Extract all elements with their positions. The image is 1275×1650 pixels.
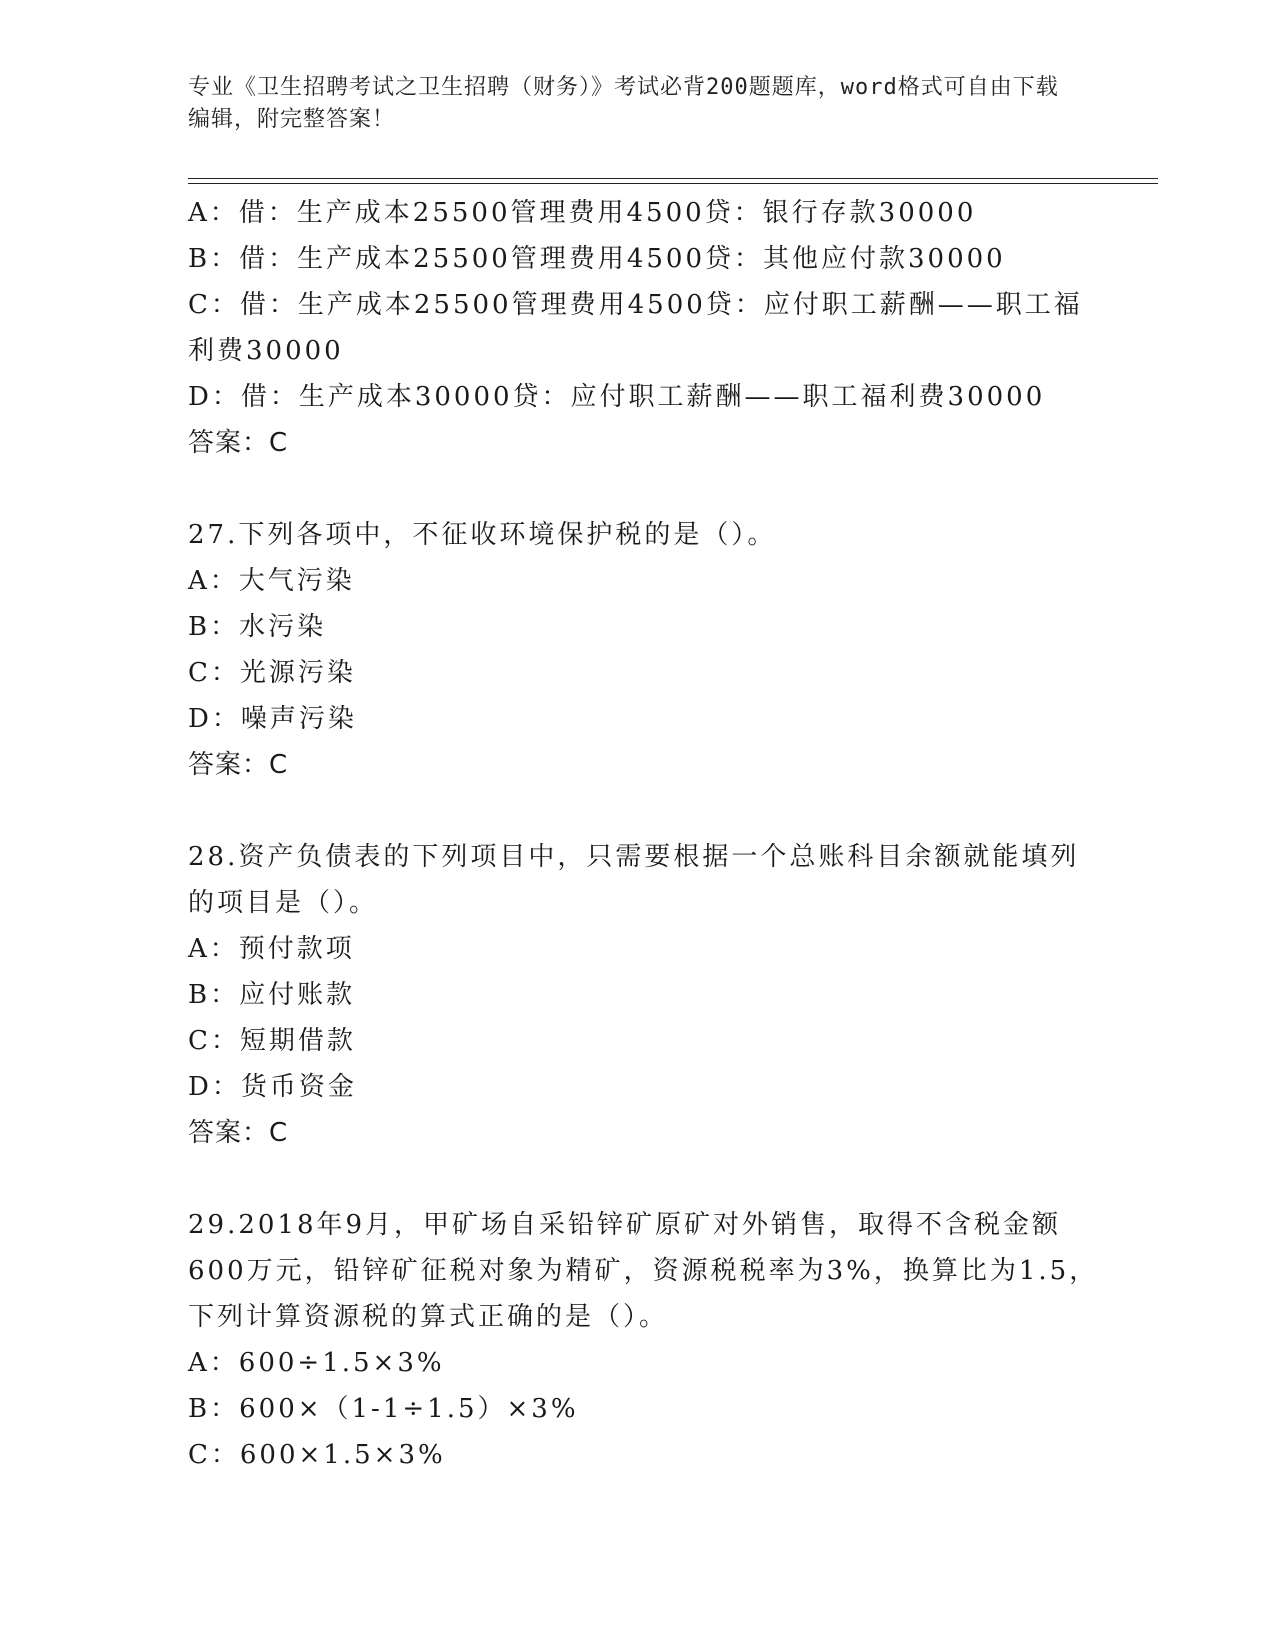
option-a: A：预付款项 <box>188 934 355 964</box>
option-b: B：应付账款 <box>188 980 356 1010</box>
question-list <box>188 190 1099 1478</box>
question-text-continued: 的项目是（）。 <box>188 888 379 918</box>
question-29-block <box>188 1202 1099 1478</box>
question-27-block <box>188 512 1088 788</box>
option-b: B：借：生产成本25500管理费用4500贷：其他应付款30000 <box>188 244 1006 274</box>
question-text: 27.下列各项中，不征收环境保护税的是（）。 <box>188 520 777 550</box>
option-a: A：大气污染 <box>188 566 355 596</box>
option-c: C：借：生产成本25500管理费用4500贷：应付职工薪酬——职工福 <box>188 290 1083 320</box>
question-text-continued: 下列计算资源税的算式正确的是（）。 <box>188 1302 669 1332</box>
answer-label: 答案：C <box>188 428 289 458</box>
question-text: 28.资产负债表的下列项目中，只需要根据一个总账科目余额就能填列 <box>188 842 1080 872</box>
option-c: C：光源污染 <box>188 658 356 688</box>
option-c: C：600×1.5×3% <box>188 1440 446 1470</box>
option-a: A：600÷1.5×3% <box>188 1348 445 1378</box>
spacer <box>188 788 1088 834</box>
option-a: A：借：生产成本25500管理费用4500贷：银行存款30000 <box>188 198 977 228</box>
option-c-continued: 利费30000 <box>188 336 344 366</box>
option-d: D：噪声污染 <box>188 704 357 734</box>
question-26-block <box>188 190 1088 466</box>
header-divider-top <box>188 178 1158 179</box>
spacer <box>188 466 1088 512</box>
answer-label: 答案：C <box>188 1118 289 1148</box>
answer-label: 答案：C <box>188 750 289 780</box>
option-b: B：水污染 <box>188 612 327 642</box>
option-d: D：借：生产成本30000贷：应付职工薪酬——职工福利费30000 <box>188 382 1046 412</box>
document-header: 专业《卫生招聘考试之卫生招聘（财务）》考试必背200题题库，word格式可自由下载编辑，附完整答案！ <box>188 75 1059 132</box>
option-b: B：600×（1-1÷1.5）×3% <box>188 1394 579 1424</box>
question-28-block <box>188 834 1088 1156</box>
spacer <box>188 1156 1088 1202</box>
question-text-continued: 600万元，铅锌矿征税对象为精矿，资源税税率为3%，换算比为1.5， <box>188 1256 1099 1286</box>
header-divider-bottom <box>188 183 1158 184</box>
question-text: 29.2018年9月，甲矿场自采铅锌矿原矿对外销售，取得不含税金额 <box>188 1210 1062 1240</box>
option-d: D：货币资金 <box>188 1072 357 1102</box>
option-c: C：短期借款 <box>188 1026 356 1056</box>
